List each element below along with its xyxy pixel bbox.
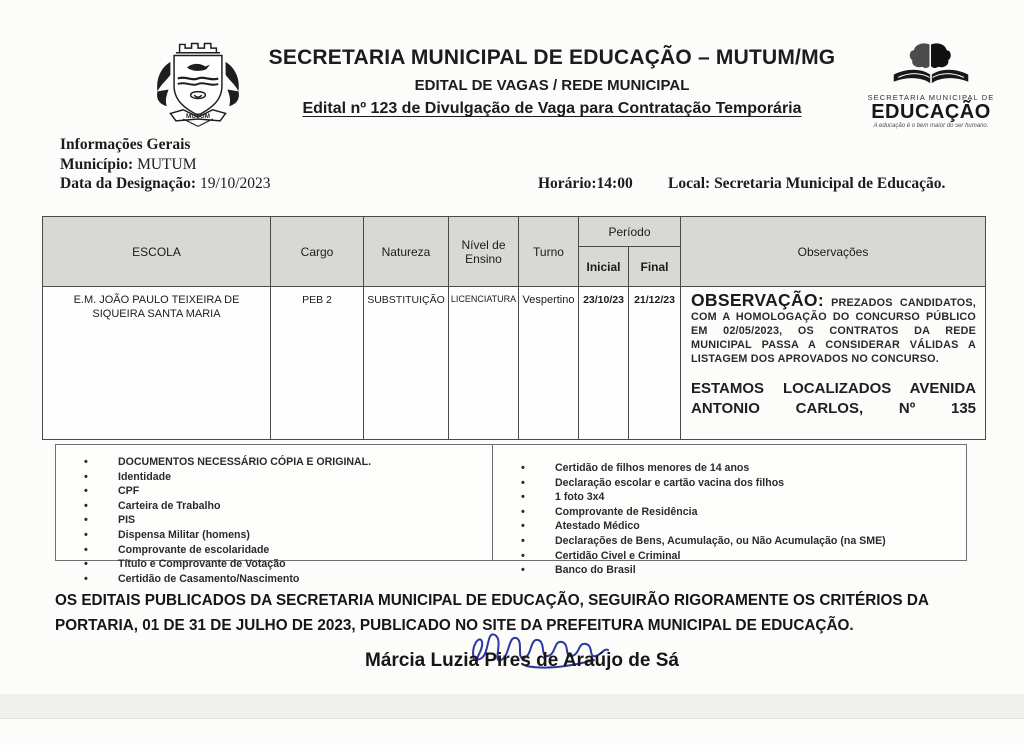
info-line3 — [60, 174, 990, 194]
logo-text-line2: EDUCAÇÃO — [871, 101, 991, 123]
cell-cargo: PEB 2 — [271, 287, 364, 440]
column-header-nivel: Nível de Ensino — [449, 217, 519, 287]
document-list-item: • Certidão de Casamento/Nascimento — [70, 572, 492, 587]
document-title: SECRETARIA MUNICIPAL DE EDUCAÇÃO – MUTUM/MG — [268, 46, 836, 69]
document-list-item: • Identidade — [70, 470, 492, 485]
documents-list-left — [70, 455, 492, 586]
info-horario: Horário:14:00 — [538, 175, 633, 192]
document-list-item: • Declarações de Bens, Acumulação, ou Não Acumulação (na SME) — [507, 534, 966, 549]
column-header-observacoes: Observações — [681, 217, 986, 287]
document-list-item: • 1 foto 3x4 — [507, 490, 966, 505]
column-header-final: Final — [629, 247, 681, 287]
column-header-periodo: Período — [579, 217, 681, 247]
document-subtitle: EDITAL DE VAGAS / REDE MUNICIPAL — [414, 77, 690, 94]
vacancies-table — [42, 216, 986, 440]
required-documents-box — [55, 444, 967, 585]
column-header-inicial: Inicial — [579, 247, 629, 287]
document-list-item: • DOCUMENTOS NECESSÁRIO CÓPIA E ORIGINAL. — [70, 455, 492, 470]
general-info-section — [60, 135, 990, 194]
document-list-item: • Certidão Civel e Criminal — [507, 549, 966, 564]
edital-number-line: Edital nº 123 de Divulgação de Vaga para Contratação Temporária — [302, 100, 802, 117]
document-list-item: • Banco do Brasil — [507, 563, 966, 578]
cell-escola: E.M. JOÃO PAULO TEIXEIRA DE SIQUEIRA SANTA MARIA — [43, 287, 271, 440]
document-list-item: • Atestado Médico — [507, 519, 966, 534]
document-list-item: • Dispensa Militar (homens) — [70, 528, 492, 543]
cell-periodo-inicial: 23/10/23 — [579, 287, 629, 440]
documents-column-left — [56, 445, 493, 585]
cell-nivel: LICENCIATURA — [449, 287, 519, 440]
cell-observacoes — [681, 287, 986, 440]
document-list-item: • Carteira de Trabalho — [70, 499, 492, 514]
footer-notice-paragraph: OS EDITAIS PUBLICADOS DA SECRETARIA MUNICIPAL DE EDUCAÇÃO, SEGUIRÃO RIGORAMENTE OS CRITÉRIOS DA PORTARIA, 01 DE 31 DE JULHO DE 2023, PUBLICADO NO SITE DA PREFEITURA MUNICIPAL DE EDUCAÇÃO. — [55, 592, 929, 634]
cell-natureza: SUBSTITUIÇÃO — [364, 287, 449, 440]
logo-tagline: A educação é o bem maior do ser humano. — [873, 123, 989, 129]
document-list-item: • Comprovante de escolaridade — [70, 543, 492, 558]
signature-name: Márcia Luzia Pires de Araújo de Sá — [365, 650, 679, 671]
scan-artifact-band — [0, 694, 1024, 719]
document-list-item: • PIS — [70, 513, 492, 528]
brain-book-icon — [888, 40, 974, 92]
documents-column-right — [493, 445, 966, 577]
cell-periodo-final: 21/12/23 — [629, 287, 681, 440]
document-list-item: • Declaração escolar e cartão vacina dos filhos — [507, 476, 966, 491]
document-list-item: • Título e Comprovante de Votação — [70, 557, 492, 572]
document-list-item: • CPF — [70, 484, 492, 499]
info-local: Local: Secretaria Municipal de Educação. — [668, 175, 946, 192]
document-header — [262, 46, 842, 118]
document-list-item: • Certidão de filhos menores de 14 anos — [507, 461, 966, 476]
column-header-turno: Turno — [519, 217, 579, 287]
crest-ribbon-label: MUTUM — [186, 113, 210, 121]
observacao-title: OBSERVAÇÃO: — [691, 290, 824, 310]
info-heading: Informações Gerais — [60, 136, 191, 153]
logo-text-line1: SECRETARIA MUNICIPAL DE — [867, 93, 995, 102]
signature-block — [282, 650, 762, 672]
column-header-natureza: Natureza — [364, 217, 449, 287]
vacancy-row — [43, 287, 986, 440]
documents-list-right — [507, 461, 966, 578]
document-list-item: • Comprovante de Residência — [507, 505, 966, 520]
mutum-coat-of-arms-icon — [138, 38, 258, 130]
cell-turno: Vespertino — [519, 287, 579, 440]
education-dept-logo — [858, 40, 1004, 129]
info-municipio: Município: MUTUM — [60, 155, 197, 173]
column-header-escola: ESCOLA — [43, 217, 271, 287]
observacao-address: ESTAMOS LOCALIZADOS AVENIDA ANTONIO CARLOS, Nº 135 — [691, 380, 976, 417]
observacao-paragraph: OBSERVAÇÃO: PREZADOS CANDIDATOS, COM A HOMOLOGAÇÃO DO CONCURSO PÚBLICO EM 02/05/2023, OS CONTRATOS DA REDE MUNICIPAL PASSA A CONSIDERAR VÁLIDAS A LISTAGEM DOS APROVADOS NO CONCURSO. — [691, 290, 976, 365]
column-header-cargo: Cargo — [271, 217, 364, 287]
info-data-designacao: Data da Designação: 19/10/2023 — [60, 175, 271, 192]
